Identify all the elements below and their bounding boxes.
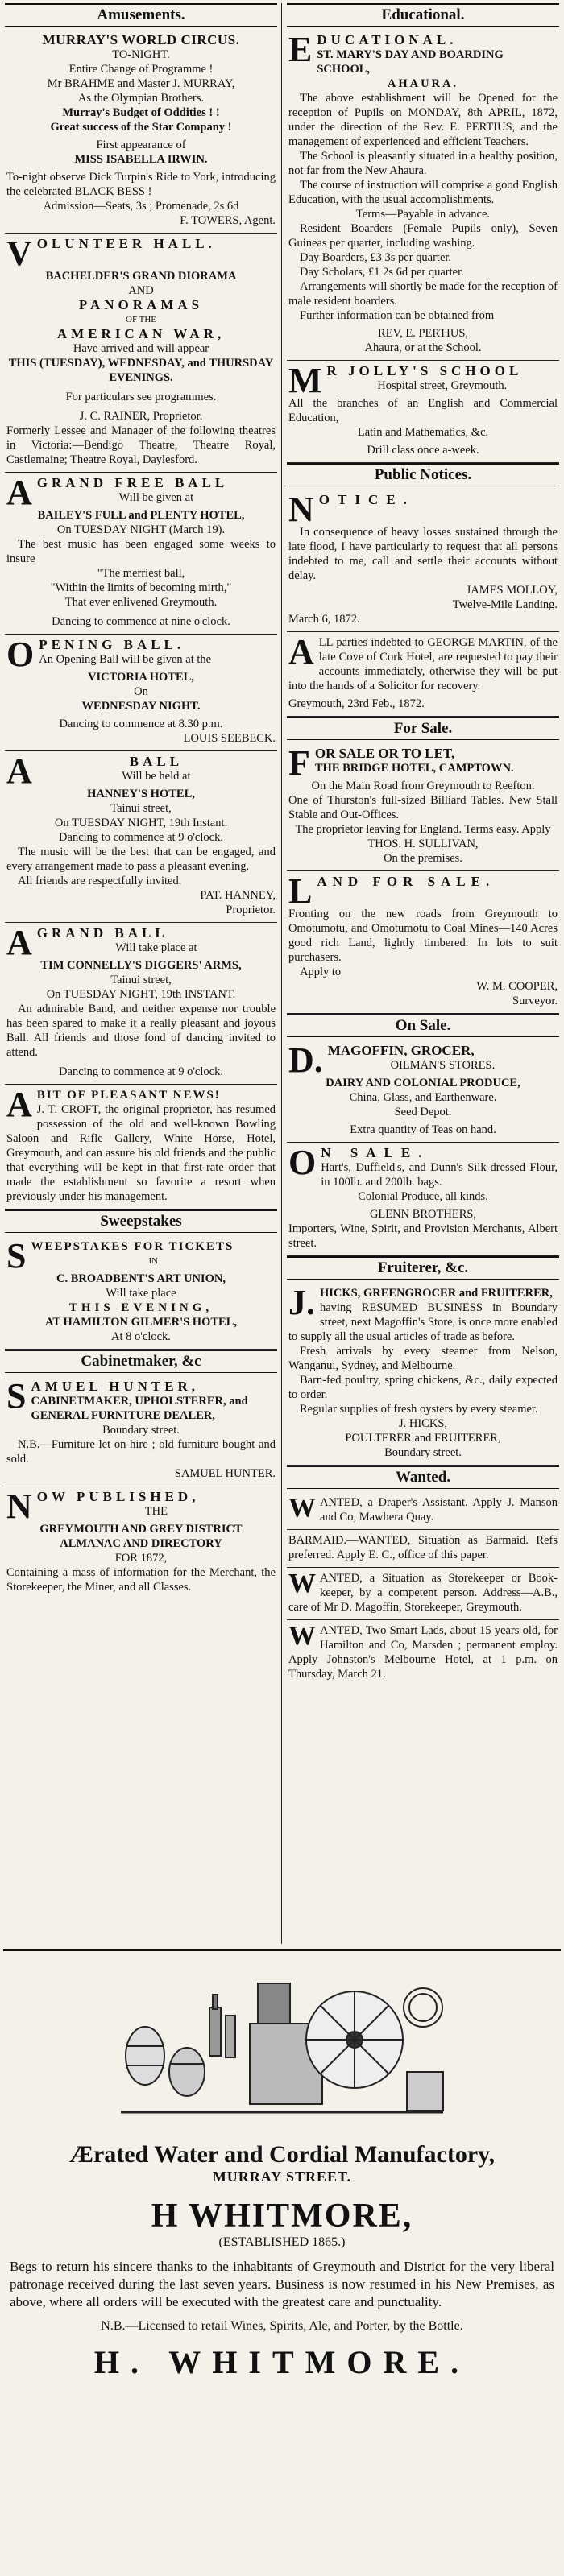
drop-cap: S: [6, 1236, 27, 1276]
ad-samuel-hunter: [5, 1376, 277, 1486]
ad-line: BARMAID.—WANTED, Situation as Barmaid. Refs preferred. Apply E. C., office of this paper.: [288, 1534, 558, 1561]
ad-title: AND FOR SALE.: [317, 874, 496, 889]
ad-signature: SAMUEL HUNTER.: [174, 1467, 276, 1480]
ad-title: R JOLLY'S SCHOOL: [326, 363, 523, 378]
ad-line: Hospital street, Greymouth.: [377, 379, 508, 392]
drop-cap: A: [6, 751, 32, 791]
ad-title: OR SALE OR TO LET,: [314, 746, 455, 761]
ad-free-ball: [5, 473, 277, 635]
ad-glenn-brothers: [287, 1143, 559, 1256]
ad-line: One of Thurston's full-sized Billiard Tables. New Stall Stable and Out-Offices.: [288, 794, 558, 821]
drop-cap: L: [288, 871, 313, 911]
ad-line: On TUESDAY NIGHT (March 19).: [56, 523, 226, 536]
ad-line: THIS (TUESDAY), WEDNESDAY, and THURSDAY EVENINGS.: [8, 357, 274, 384]
ad-line: The School is pleasantly situated in a healthy position, not far from the New Ahaura.: [288, 150, 558, 177]
ad-signature: J. HICKS,: [398, 1417, 448, 1430]
ad-line: On: [134, 685, 148, 698]
ad-title: MAGOFFIN, GROCER,: [327, 1043, 475, 1058]
ad-line: MISS ISABELLA IRWIN.: [74, 153, 208, 166]
ad-line: Surveyor.: [512, 994, 558, 1007]
drop-cap: O: [288, 1143, 317, 1182]
ad-line: Will take place at: [115, 941, 197, 954]
drop-cap: J.: [288, 1283, 315, 1322]
ad-line: POULTERER and FRUITERER,: [345, 1432, 501, 1445]
ad-line: Mr BRAHME and Master J. MURRAY,: [47, 77, 235, 90]
ad-line: Extra quantity of Teas on hand.: [350, 1123, 496, 1136]
ad-line: "The merriest ball,: [97, 567, 185, 580]
ad-signature: JAMES MOLLOY,: [466, 584, 558, 597]
columns: [3, 3, 561, 1944]
ad-whitmore: [3, 1949, 561, 2571]
drop-cap: W: [288, 1621, 316, 1651]
ad-line: Hart's, Duffield's, and Dunn's Silk-dressed Flour, in 100lb. and 200lb. bags.: [321, 1161, 558, 1189]
ad-line: The proprietor leaving for England. Terms easy. Apply: [295, 823, 551, 836]
ad-title: DUCATIONAL.: [317, 32, 458, 48]
ad-line: Will be held at: [122, 770, 191, 783]
ad-opening-ball: [5, 635, 277, 751]
ad-title: GRAND BALL: [36, 925, 168, 941]
ad-land-sale: [287, 871, 559, 1014]
ad-line: Admission—Seats, 3s ; Promenade, 2s 6d: [43, 200, 239, 213]
ad-line: Day Boarders, £3 3s per quarter.: [300, 251, 452, 264]
drop-cap: A: [288, 632, 314, 672]
factory-illustration: [113, 1959, 451, 2136]
ad-line: OILMAN'S STORES.: [390, 1059, 496, 1072]
ad-volunteer-hall: [5, 234, 277, 473]
ad-line: Entire Change of Programme !: [68, 63, 214, 76]
ad-line: Dancing to commence at 9 o'clock.: [59, 1065, 223, 1078]
ad-line: Tainui street,: [110, 802, 172, 815]
ad-line: Barn-fed poultry, spring chickens, &c., daily expected to order.: [288, 1374, 558, 1401]
ad-signature: THOS. H. SULLIVAN,: [367, 837, 479, 850]
ad-signature: GLENN BROTHERS,: [369, 1208, 477, 1221]
ad-line: Ahaura, or at the School.: [364, 341, 482, 354]
ad-george-martin: [287, 632, 559, 717]
ad-line: GREYMOUTH AND GREY DISTRICT: [39, 1523, 243, 1536]
ad-note: N.B.—Licensed to retail Wines, Spirits, Ale, and Porter, by the Bottle.: [101, 2319, 463, 2333]
ad-line: THIS EVENING,: [68, 1301, 214, 1314]
ad-title: WEEPSTAKES FOR TICKETS: [31, 1240, 234, 1253]
ad-line: TIM CONNELLY'S DIGGERS' ARMS,: [40, 959, 242, 972]
ad-line: Day Scholars, £1 2s 6d per quarter.: [300, 266, 464, 279]
ad-line: On the premises.: [384, 852, 462, 865]
ad-line: For particulars see programmes.: [65, 391, 217, 403]
ad-line: VICTORIA HOTEL,: [88, 671, 194, 684]
ad-line: As the Olympian Brothers.: [77, 92, 205, 105]
ad-title: N SALE.: [321, 1145, 430, 1160]
ad-title: HICKS, GREENGROCER and FRUITERER,: [320, 1287, 553, 1300]
ad-title: OTICE.: [318, 492, 415, 507]
ad-line: March 6, 1872.: [288, 613, 360, 626]
ad-line: Dancing to commence at 8.30 p.m.: [59, 717, 223, 730]
ad-line: HANNEY'S HOTEL,: [87, 788, 195, 800]
ad-line: Great success of the Star Company !: [50, 121, 232, 134]
drop-cap: W: [288, 1569, 316, 1598]
ad-title: Ærated Water and Cordial Manufactory,: [68, 2141, 496, 2168]
drop-cap: A: [6, 923, 32, 962]
ad-croft: [5, 1085, 277, 1209]
ad-line: Regular supplies of fresh oysters by every steamer.: [300, 1403, 538, 1416]
drop-cap: W: [288, 1493, 316, 1523]
ad-line: ALMANAC AND DIRECTORY: [60, 1537, 222, 1550]
ad-line: AMERICAN WAR,: [56, 326, 226, 341]
ad-st-marys-school: [287, 30, 559, 361]
ad-title: PENING BALL.: [39, 637, 185, 652]
ad-line: On TUESDAY NIGHT, 19th INSTANT.: [46, 988, 236, 1001]
ad-line: Tainui street,: [110, 974, 172, 986]
ad-line: Boundary street.: [102, 1424, 180, 1437]
ad-line: AHAURA.: [387, 77, 459, 90]
ad-line: CABINETMAKER, UPHOLSTERER, and GENERAL FURNITURE DEALER,: [31, 1395, 248, 1422]
section-heading-educational: Educational.: [287, 3, 559, 27]
ad-line: Boundary street.: [384, 1446, 462, 1459]
section-heading-amusements: Amusements.: [5, 3, 277, 27]
ad-line: ANTED, a Situation as Storekeeper or Book-keeper, by a competent person. Address—A.B., care of Mr D. Magoffin, Storekeeper, Greymouth.: [288, 1572, 558, 1614]
ad-line: DAIRY AND COLONIAL PRODUCE,: [326, 1077, 520, 1090]
ad-line: Formerly Lessee and Manager of the following theatres in Victoria:—Bendigo Theatre, Theatre Royal, Castlemaine; Theatre Royal, Daylesford.: [6, 424, 276, 466]
ad-line: Dancing to commence at 9 o'clock.: [59, 831, 223, 844]
section-heading-wanted: Wanted.: [287, 1466, 559, 1489]
ad-jolly-school: [287, 361, 559, 463]
ad-line: ST. MARY'S DAY AND BOARDING SCHOOL,: [317, 48, 504, 76]
drop-cap: M: [288, 361, 322, 400]
ad-line: AT HAMILTON GILMER'S HOTEL,: [45, 1316, 237, 1329]
ad-signature: REV, E. PERTIUS,: [377, 327, 469, 340]
ad-line: Containing a mass of information for the Merchant, the Storekeeper, the Miner, and all Classes.: [6, 1566, 276, 1594]
ad-line: All the branches of an English and Commercial Education,: [288, 397, 558, 424]
section-heading-cabinetmaker: Cabinetmaker, &c: [5, 1350, 277, 1373]
ad-wanted-barmaid: [287, 1530, 559, 1568]
ad-line: PANORAMAS: [78, 297, 204, 312]
machinery-engraving-icon: [113, 1959, 451, 2136]
ad-title: BIT OF PLEASANT NEWS!: [36, 1089, 221, 1102]
ad-line: First appearance of: [96, 139, 186, 151]
ad-line: J. T. CROFT, the original proprietor, has resumed possession of the old and well-known Bowling Saloon and Rifle Gallery, White Horse, Hotel, Greymouth, and can assure his old friends and the public that everything will be kept in that first-rate order that made the establishment so favorite a resort when previously under his management.: [6, 1103, 276, 1203]
ad-line: At 8 o'clock.: [111, 1330, 171, 1343]
ad-line: Terms—Payable in advance.: [355, 208, 491, 221]
ad-signature: J. C. RAINER, Proprietor.: [79, 410, 203, 423]
section-heading-for-sale: For Sale.: [287, 717, 559, 740]
ad-line: Drill class once a-week.: [367, 444, 479, 457]
ad-line: All friends are respectfully invited.: [18, 875, 182, 887]
ad-line: Arrangements will shortly be made for the reception of male resident boarders.: [288, 280, 558, 308]
established-line: (ESTABLISHED 1865.): [218, 2235, 346, 2249]
ad-line: Will take place: [106, 1287, 176, 1300]
ad-line: Colonial Produce, all kinds.: [358, 1190, 488, 1203]
ad-line: N.B.—Furniture let on hire ; old furniture bought and sold.: [6, 1438, 276, 1466]
drop-cap: V: [6, 234, 32, 273]
section-heading-public-notices: Public Notices.: [287, 463, 559, 486]
drop-cap: D.: [288, 1040, 323, 1080]
proprietor-name: H WHITMORE,: [151, 2198, 413, 2235]
drop-cap: A: [6, 1085, 32, 1124]
ad-wanted-draper: [287, 1492, 559, 1530]
ad-line: IN: [148, 1256, 159, 1266]
ad-signature: W. M. COOPER,: [476, 980, 558, 993]
column-divider: [281, 3, 282, 1944]
ad-murray-circus: [5, 30, 277, 234]
ad-body: Begs to return his sincere thanks to the inhabitants of Greymouth and District for the very liberal patronage received during the last seven years. Business is now resumed in his New Premises, as above, where all orders will be executed with the greatest care and punctuality.: [10, 2259, 554, 2309]
ad-line: To-night observe Dick Turpin's Ride to York, introducing the celebrated BLACK BESS !: [6, 171, 276, 198]
section-heading-sweepstakes: Sweepstakes: [5, 1209, 277, 1233]
ad-sweepstakes: [5, 1236, 277, 1350]
ad-grand-ball: [5, 923, 277, 1085]
ad-line: An admirable Band, and neither expense nor trouble has been spared to make it a really pleasant and joyous Ball. All friends and those fond of dancing invited to attend.: [6, 1003, 276, 1059]
ad-signature: LOUIS SEEBECK.: [183, 732, 276, 745]
ad-line: BAILEY'S FULL and PLENTY HOTEL,: [37, 509, 245, 522]
ad-line: Fresh arrivals by every steamer from Nelson, Wanganui, Sydney, and Melbourne.: [288, 1345, 558, 1372]
ad-line: Twelve-Mile Landing.: [452, 598, 558, 611]
ad-almanac: [5, 1486, 277, 1599]
ad-magoffin: [287, 1040, 559, 1143]
ad-title: OW PUBLISHED,: [36, 1489, 200, 1504]
ad-hicks: [287, 1283, 559, 1466]
ad-line: AND: [128, 284, 154, 297]
ad-line: THE BRIDGE HOTEL, CAMPTOWN.: [314, 762, 514, 775]
ad-line: The course of instruction will comprise a good English Education, with the usual accomplishments.: [288, 179, 558, 206]
ad-line: On the Main Road from Greymouth to Reefton.: [311, 779, 535, 792]
section-heading-on-sale: On Sale.: [287, 1014, 559, 1037]
ad-line: Fronting on the new roads from Greymouth to Omotumotu, and Omotumotu to Coal Mines—140 Acres good rich Land, lightly timbered. In lots to suit purchasers.: [288, 908, 558, 964]
ad-line: Resident Boarders (Female Pupils only), Seven Guineas per quarter, including washing.: [288, 222, 558, 250]
ad-line: Have arrived and will appear: [73, 342, 209, 355]
newspaper-page: [3, 3, 561, 2570]
ad-line: Greymouth, 23rd Feb., 1872.: [288, 697, 425, 710]
ad-line: In consequence of heavy losses sustained through the late flood, I have particularly to request that all persons indebted to me, call and settle their accounts without delay.: [288, 526, 558, 582]
ad-street: MURRAY STREET.: [212, 2169, 352, 2185]
drop-cap: O: [6, 635, 35, 674]
ad-line: ANTED, Two Smart Lads, about 15 years old, for Hamilton and Co, Marsden ; permanent employ. Apply Johnston's Melbourne Hotel, at 1 p.m. on Thursday, March 21.: [288, 1624, 558, 1681]
ad-signature: F. TOWERS, Agent.: [180, 214, 276, 227]
ad-line: OF THE: [126, 315, 156, 325]
ad-line: The best music has been engaged some weeks to insure: [6, 538, 276, 565]
ad-bridge-hotel: [287, 743, 559, 871]
ad-line: Apply to: [300, 965, 342, 978]
ad-line: Will be given at: [118, 491, 194, 504]
ad-line: Dancing to commence at nine o'clock.: [52, 615, 230, 628]
ad-line: Seed Depot.: [394, 1106, 452, 1118]
ad-line: Murray's Budget of Oddities ! !: [62, 106, 220, 119]
ad-line: On TUESDAY NIGHT, 19th Instant.: [54, 817, 228, 829]
ad-line: C. BROADBENT'S ART UNION,: [56, 1272, 226, 1285]
ad-line: China, Glass, and Earthenware.: [349, 1091, 497, 1104]
ad-wanted-lads: [287, 1620, 559, 1686]
ad-signature: PAT. HANNEY,: [200, 889, 276, 902]
ad-line: "Within the limits of becoming mirth,": [50, 581, 232, 594]
ad-line: Latin and Mathematics, &c.: [357, 426, 489, 439]
ad-line: FOR 1872,: [114, 1552, 168, 1565]
right-column: [287, 3, 559, 1944]
ad-line: The music will be the best that can be engaged, and every arrangement made to pass a pleasant evening.: [6, 846, 276, 873]
ad-hanney-ball: [5, 751, 277, 923]
ad-line: having RESUMED BUSINESS in Boundary street, next Magoffin's Store, is once more enabled to supply all the usual articles of trade as before.: [288, 1301, 558, 1343]
section-heading-fruiterer: Fruiterer, &c.: [287, 1256, 559, 1280]
drop-cap: N: [6, 1486, 32, 1526]
drop-cap: F: [288, 743, 310, 783]
ad-notice-molloy: [287, 490, 559, 632]
ad-title: BALL: [129, 754, 184, 769]
ad-line: Importers, Wine, Spirit, and Provision Merchants, Albert street.: [288, 1222, 558, 1250]
drop-cap: A: [6, 473, 32, 512]
ad-line: LL parties indebted to GEORGE MARTIN, of the late Cove of Cork Hotel, are requested to pay their accounts immediately, otherwise they will be put into the hands of a Solicitor for recovery.: [288, 636, 558, 693]
ad-line: BACHELDER'S GRAND DIORAMA: [45, 270, 237, 283]
ad-title: AMUEL HUNTER,: [31, 1379, 200, 1394]
ad-signature: H. WHITMORE.: [93, 2344, 471, 2380]
ad-line: THE: [144, 1505, 168, 1518]
drop-cap: S: [6, 1376, 27, 1416]
ad-line: That ever enlivened Greymouth.: [64, 596, 218, 609]
drop-cap: N: [288, 490, 314, 529]
ad-title: MURRAY'S WORLD CIRCUS.: [42, 32, 240, 48]
ad-line: Proprietor.: [226, 903, 276, 916]
ad-title: GRAND FREE BALL: [36, 475, 229, 490]
ad-line: Further information can be obtained from: [300, 309, 495, 322]
ad-line: The above establishment will be Opened for the reception of Pupils on MONDAY, 8th APRIL, 1872, under the direction of the Rev. E. PERTIUS, and the management of experienced and efficient Teachers.: [288, 92, 558, 148]
ad-line: An Opening Ball will be given at the: [39, 653, 212, 666]
drop-cap: E: [288, 30, 313, 69]
left-column: [5, 3, 277, 1944]
ad-title: OLUNTEER HALL.: [36, 236, 216, 251]
ad-line: WEDNESDAY NIGHT.: [81, 700, 201, 713]
ad-line: ANTED, a Draper's Assistant. Apply J. Manson and Co, Mawhera Quay.: [320, 1496, 558, 1524]
ad-line: TO-NIGHT.: [112, 48, 170, 61]
ad-wanted-storekeeper: [287, 1568, 559, 1620]
